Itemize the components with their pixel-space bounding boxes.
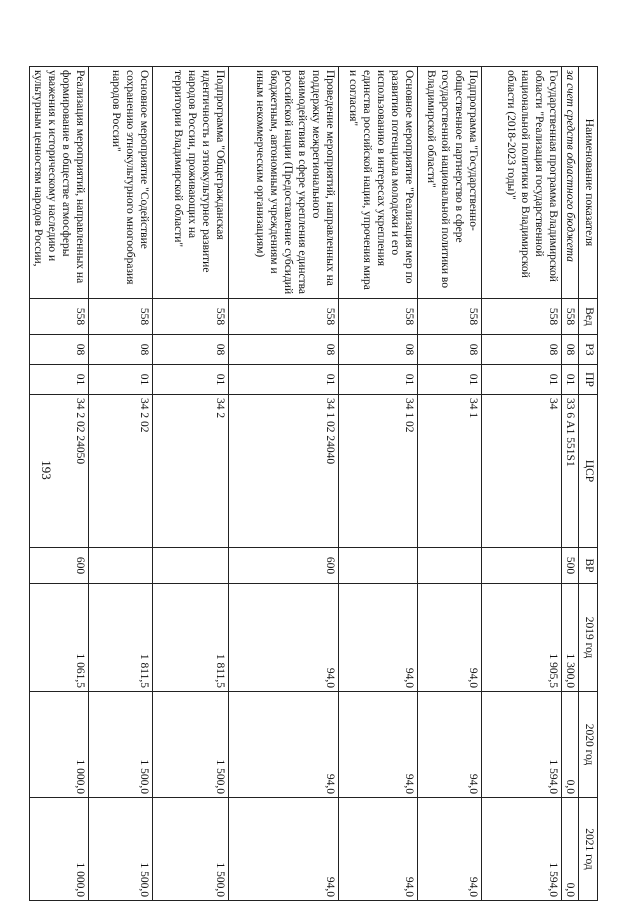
- cell-csr: 34 2: [153, 395, 229, 548]
- cell-pr: 01: [562, 365, 579, 395]
- cell-y2021: 0,0: [562, 798, 579, 901]
- cell-y2019: 94,0: [229, 584, 339, 692]
- cell-y2021: 1 000,0: [30, 798, 89, 901]
- cell-csr: 34 2 02: [89, 395, 153, 548]
- cell-y2020: 1 000,0: [30, 692, 89, 798]
- cell-pr: 01: [153, 365, 229, 395]
- table-row: [418, 67, 482, 901]
- cell-y2019: 94,0: [418, 584, 482, 692]
- cell-y2020: 94,0: [229, 692, 339, 798]
- header-row: [579, 67, 598, 901]
- column-header: 2019 год: [579, 584, 598, 692]
- table-row: [30, 67, 89, 901]
- cell-name: Реализация мероприятий, направленных на формирование в обществе атмосферы уважения к историческому наследию и культурным ценностям народов России,: [30, 67, 89, 299]
- cell-rz: 08: [339, 335, 418, 365]
- cell-pr: 01: [229, 365, 339, 395]
- cell-y2021: 94,0: [418, 798, 482, 901]
- cell-name: Основное мероприятие "Реализация мер по развитию потенциала молодежи и его использованию в интересах укрепления единства российской нации, упрочения мира и согласия": [339, 67, 418, 299]
- cell-y2019: 1 061,5: [30, 584, 89, 692]
- cell-csr: 34 1 02: [339, 395, 418, 548]
- table-row: [229, 67, 339, 901]
- cell-y2019: 1 905,5: [482, 584, 562, 692]
- cell-name: Подпрограмма "Государственно-общественное партнерство в сфере государственной национальной политики во Владимирской области": [418, 67, 482, 299]
- cell-y2020: 1 594,0: [482, 692, 562, 798]
- column-header: Наименование показателя: [579, 67, 598, 299]
- cell-y2019: 1 300,0: [562, 584, 579, 692]
- cell-ved: 558: [339, 299, 418, 335]
- column-header: ПР: [579, 365, 598, 395]
- cell-csr: 34 2 02 24050: [30, 395, 89, 548]
- cell-rz: 08: [562, 335, 579, 365]
- cell-csr: 33 6 A1 551S1: [562, 395, 579, 548]
- page-number: 193: [38, 460, 54, 480]
- cell-y2021: 1 594,0: [482, 798, 562, 901]
- cell-ved: 558: [30, 299, 89, 335]
- cell-y2021: 1 500,0: [153, 798, 229, 901]
- cell-rz: 08: [153, 335, 229, 365]
- table-row: [562, 67, 579, 901]
- cell-y2020: 94,0: [418, 692, 482, 798]
- cell-name: Подпрограмма "Общегражданская идентичность и этнокультурное развитие народов России, проживающих на территории Владимирской области": [153, 67, 229, 299]
- column-header: Вед: [579, 299, 598, 335]
- cell-csr: 34 1 02 24040: [229, 395, 339, 548]
- cell-y2019: 1 811,5: [89, 584, 153, 692]
- cell-csr: 34 1: [418, 395, 482, 548]
- cell-ved: 558: [153, 299, 229, 335]
- column-header: РЗ: [579, 335, 598, 365]
- cell-ved: 558: [482, 299, 562, 335]
- column-header: 2021 год: [579, 798, 598, 901]
- cell-ved: 558: [229, 299, 339, 335]
- table-row: [89, 67, 153, 901]
- cell-name: Проведение мероприятий, направленных на поддержку межрегионального взаимодействия в сфере укрепления единства российской нации (Предоставление субсидий бюджетным, автономным учреждениям и иным некоммерческим организациям): [229, 67, 339, 299]
- column-header: ВР: [579, 548, 598, 584]
- cell-y2019: 1 811,5: [153, 584, 229, 692]
- cell-vr: [418, 548, 482, 584]
- cell-y2021: 1 500,0: [89, 798, 153, 901]
- column-header: ЦСР: [579, 395, 598, 548]
- cell-csr: 34: [482, 395, 562, 548]
- cell-pr: 01: [339, 365, 418, 395]
- cell-y2020: 1 500,0: [153, 692, 229, 798]
- cell-rz: 08: [30, 335, 89, 365]
- cell-pr: 01: [418, 365, 482, 395]
- cell-name: за счет средств областного бюджета: [562, 67, 579, 299]
- table-row: [153, 67, 229, 901]
- cell-pr: 01: [89, 365, 153, 395]
- cell-rz: 08: [89, 335, 153, 365]
- table-row: [482, 67, 562, 901]
- cell-y2019: 94,0: [339, 584, 418, 692]
- cell-rz: 08: [482, 335, 562, 365]
- cell-ved: 558: [89, 299, 153, 335]
- cell-vr: [339, 548, 418, 584]
- cell-vr: 500: [562, 548, 579, 584]
- cell-vr: [482, 548, 562, 584]
- column-header: 2020 год: [579, 692, 598, 798]
- table-row: [339, 67, 418, 901]
- cell-rz: 08: [229, 335, 339, 365]
- cell-y2020: 1 500,0: [89, 692, 153, 798]
- cell-y2021: 94,0: [339, 798, 418, 901]
- cell-pr: 01: [30, 365, 89, 395]
- cell-pr: 01: [482, 365, 562, 395]
- cell-vr: [153, 548, 229, 584]
- cell-vr: 600: [229, 548, 339, 584]
- cell-name: Основное мероприятие "Содействие сохранению этнокультурного многообразия народов России": [89, 67, 153, 299]
- cell-vr: 600: [30, 548, 89, 584]
- cell-y2020: 94,0: [339, 692, 418, 798]
- cell-rz: 08: [418, 335, 482, 365]
- cell-y2021: 94,0: [229, 798, 339, 901]
- cell-y2020: 0,0: [562, 692, 579, 798]
- cell-ved: 558: [562, 299, 579, 335]
- cell-ved: 558: [418, 299, 482, 335]
- budget-table: [29, 66, 598, 901]
- table-body: [30, 67, 579, 901]
- cell-name: Государственная программа Владимирской области "Реализация государственной национальной политики во Владимирской области (2018-2023 годы)": [482, 67, 562, 299]
- cell-vr: [89, 548, 153, 584]
